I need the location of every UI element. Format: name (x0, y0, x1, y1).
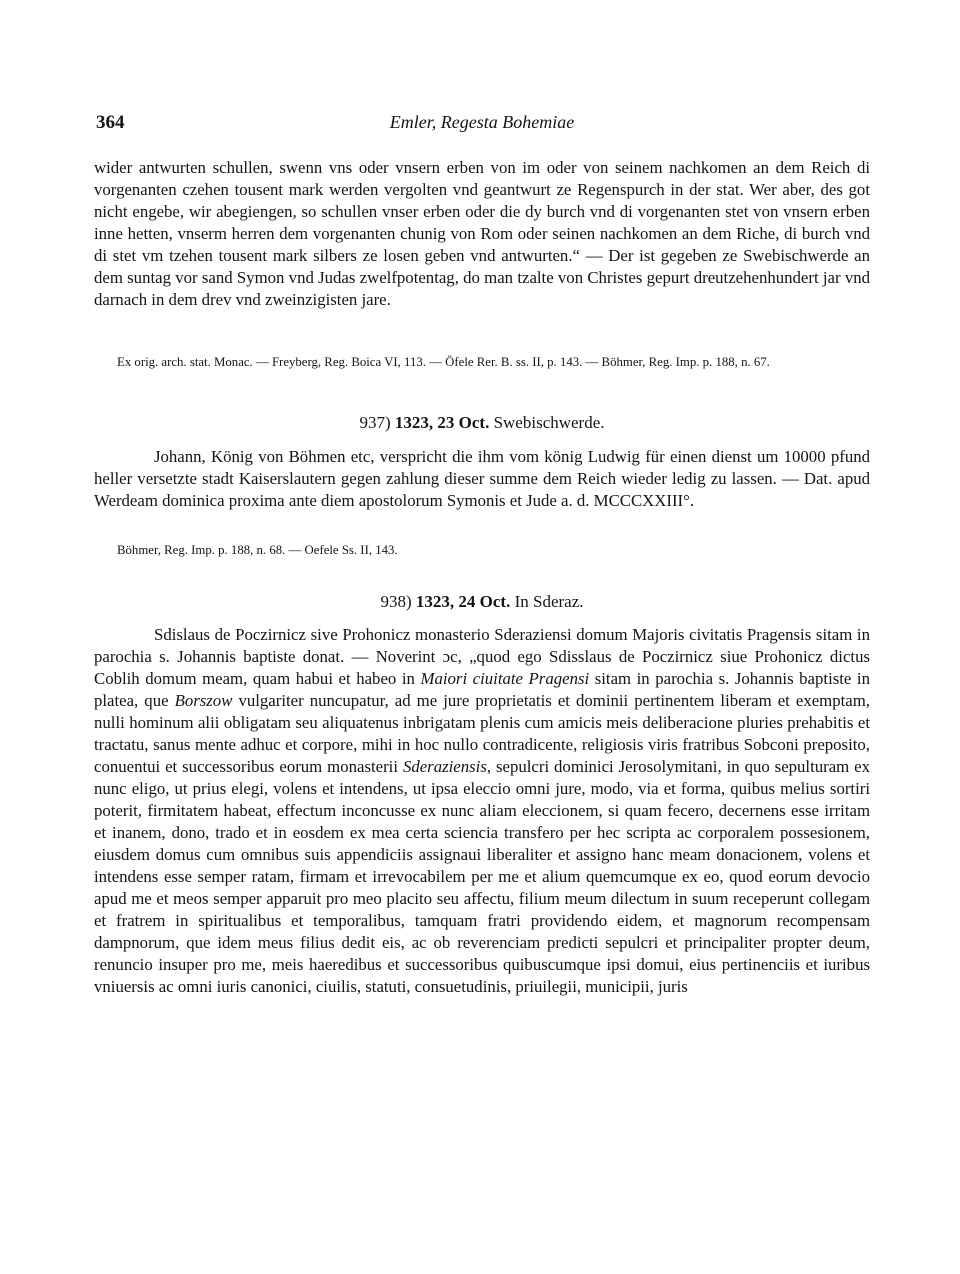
italic-street-name: Borszow (174, 691, 233, 710)
entry-937-body (94, 446, 870, 512)
continuation-source: Ex orig. arch. stat. Monac. — Freyberg, Reg. Boica VI, 113. — Öfele Rer. B. ss. II, p. 143. — Böhmer, Reg. Imp. p. 188, n. 67. (117, 355, 770, 369)
entry-number: 937) (359, 413, 391, 432)
entry-937-source: Böhmer, Reg. Imp. p. 188, n. 68. — Oefele Ss. II, 143. (117, 543, 398, 557)
entry-938-text (94, 624, 870, 998)
entry-number: 938) (380, 592, 412, 611)
entry-938-body-part-3: , sepulcri dominici Jerosolymitani, in quo sepulturam ex nunc eligo, ut prius elegi, volens et intendens, ut ipsa eleccio omni jure, modo, via et forma, quibus melius sortiri poterit, firmitatem habeat, effectum inconcusse ex nunc aliam eleccionem, si quam fecero, decernens esse irritam et inanem, dono, trado et in eosdem ex mea certa sciencia transfero per hec scripta ac corporalem possesionem, eiusdem domus cum omnibus suis appendiciis assignaui liberaliter et assigno hanc meam donacionem, volens et intendens esse semper ratam, firmam et irrevocabilem per me et alium quemcumque ex eo, quod eorum devocio apud me et meos semper apparuit pro meo placito seu affectu, filium meum dilectum in suum receperunt collegam et fratrem in spiritualibus et temporalibus, tamquam fratri providendo eidem, et magnorum recompensam dampnorum, que idem meus filius dedit eis, ac ob reverenciam predicti sepulcri et principaliter propter deum, renuncio insuper pro me, meis haeredibus et successoribus quibuscumque ipsi domui, eius pertinenciis et iuribus vniuersis ac omni iuris canonici, ciuilis, statuti, consuetudinis, priuilegii, municipii, juris (94, 757, 871, 996)
entry-937-heading (94, 412, 870, 434)
italic-place-name: Maiori ciuitate Pragensi (420, 669, 590, 688)
entry-place: In Sderaz. (514, 592, 584, 611)
entry-937-text: Johann, König von Böhmen etc, verspricht die ihm vom könig Ludwig für einen dienst um 10000 pfund heller versetzte stadt Kaiserslautern gegen zahlung dieser summe dem Reich wieder ledig zu lassen. — Dat. apud Werdeam dominica proxima ante diem apostolorum Symonis et Jude a. d. MCCCXXIII°. (94, 447, 870, 510)
entry-938-body-part-1: sitam in parochia s. Johannis baptiste in platea, que (94, 669, 870, 710)
entry-938-body-part-2: vulgariter nuncupatur, ad me jure proprietatis et dominii pertinentem liberam et exemptam, nulli hominum alii obligatam seu aliquatenus inbrigatam plenis cum amicis meis deliberacione pluries prehabitis et tractatu, sanus mente adhuc et corpore, mihi in hoc nullo contradicente, religiosis viris fratribus Sobconi preposito, conuentui et successoribus eorum monasterii (94, 691, 870, 776)
entry-938-summary: Sdislaus de Poczirnicz sive Prohonicz monasterio Sderaziensi domum Majoris civitatis Pragensis sitam in parochia s. Johannis baptiste donat. — Noverint ɔc, „quod ego Sdisslaus de Poczirnicz siue Prohonicz dictus Coblih domum meam, quam habui et habeo in (94, 625, 870, 688)
entry-938-body (94, 624, 870, 998)
italic-monastery-name: Sderaziensis (402, 757, 487, 776)
entry-938-heading (94, 591, 870, 613)
page-header (96, 112, 868, 142)
entry-place: Swebischwerde. (493, 413, 605, 432)
continuation-block (94, 157, 870, 311)
entry-date: 1323, 24 Oct. (415, 592, 511, 611)
continuation-text: wider antwurten schullen, swenn vns oder vnsern erben von im oder von seinem nachkomen an dem Reich di vorgenanten czehen tousent mark werden vergolten vnd geantwurt ze Regenspurch in der stat. Wer aber, des got nicht engebe, wir abegiengen, so schullen vnser erben oder die dy burch vnd di vorgenanten stet von vnsern erben inne hetten, vnserm herren dem vorgenanten chunig von Rom oder seinen nachkomen an dem Riche, di burch vnd di stet vm tzehen tousent mark silbers ze losen geben vnd antwurten.“ — Der ist gegeben ze Swebischwerde an dem suntag vor sand Symon vnd Judas zwelfpotentag, do man tzalte von Christes gepurt dreutzehenhundert jar vnd darnach in dem drev vnd zweinzigisten jare. (94, 158, 870, 309)
running-title: Emler, Regesta Bohemiae (389, 112, 575, 132)
page-number: 364 (96, 112, 125, 133)
entry-date: 1323, 23 Oct. (394, 413, 490, 432)
